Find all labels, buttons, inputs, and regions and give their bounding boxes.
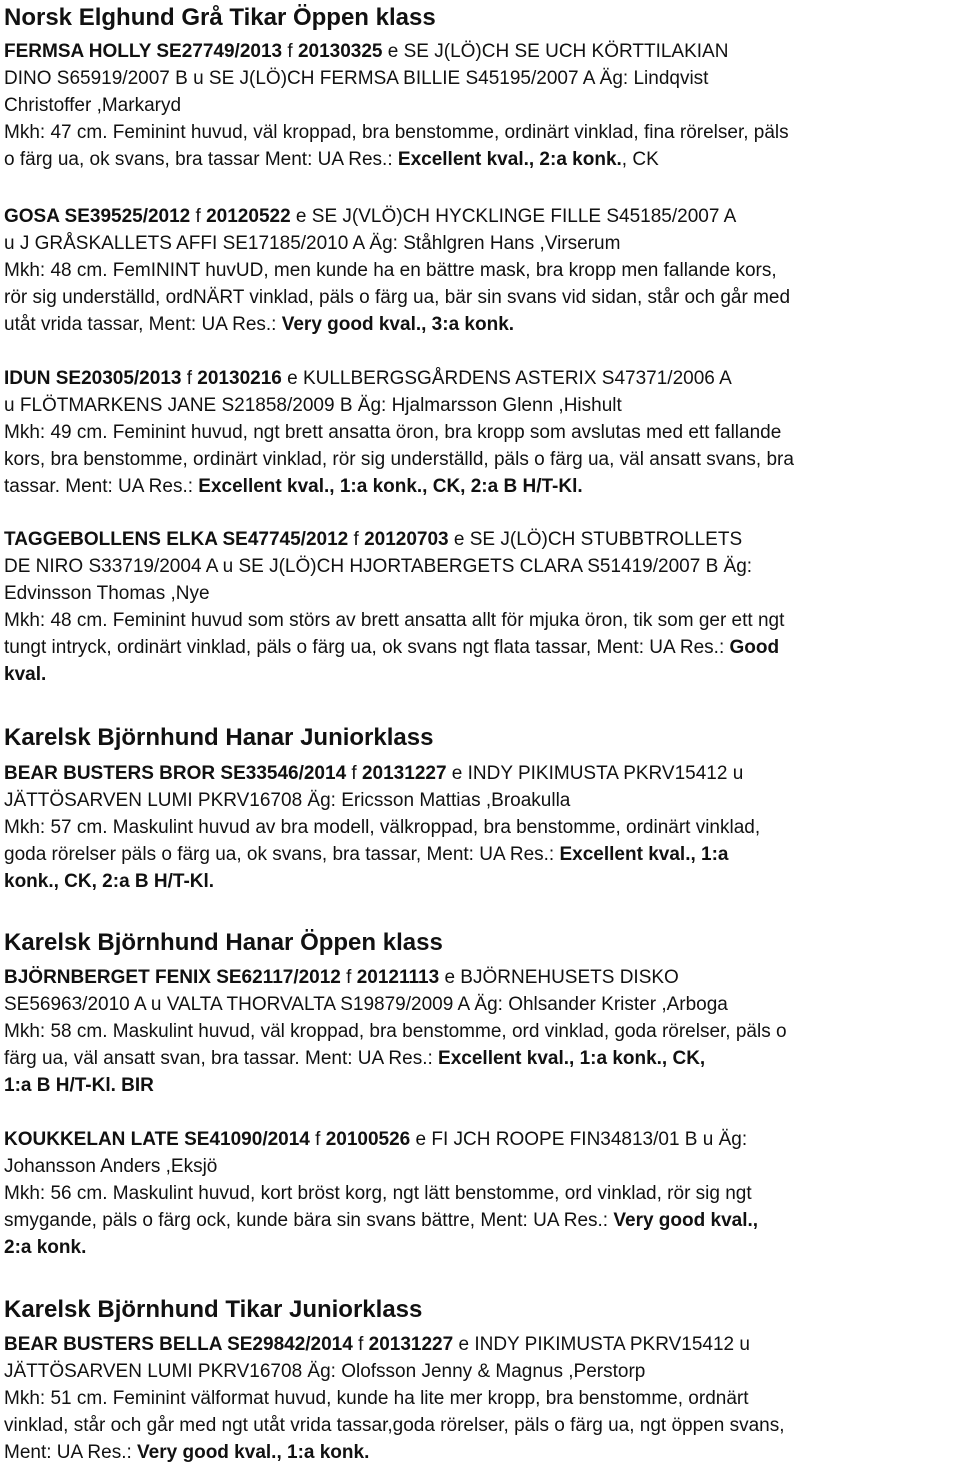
entry-line — [4, 1234, 758, 1261]
text: f — [340, 967, 357, 988]
bold-text: FERMSA HOLLY SE27749/2013 — [4, 41, 283, 62]
dog-entry — [4, 203, 790, 338]
entry-line — [4, 1018, 787, 1045]
section-heading: Norsk Elghund Grå Tikar Öppen klass — [4, 4, 436, 31]
text: Christoffer ,Markaryd — [4, 95, 182, 116]
text: e INDY PIKIMUSTA PKRV15412 u — [453, 1334, 750, 1355]
entry-line — [4, 1045, 787, 1072]
dog-entry — [4, 760, 760, 895]
text: goda rörelser päls o färg ua, ok svans, bra tassar, Ment: UA Res.: — [4, 844, 560, 865]
bold-text: BEAR BUSTERS BROR SE33546/2014 — [4, 763, 347, 784]
entry-line — [4, 65, 789, 92]
entry-line — [4, 1439, 785, 1466]
text: Mkh: 56 cm. Maskulint huvud, kort bröst korg, ngt lätt benstomme, ord vinklad, rör sig ngt — [4, 1183, 752, 1204]
bold-text: Good — [729, 637, 780, 658]
text: JÄTTÖSARVEN LUMI PKRV16708 Äg: Ericsson Mattias ,Broakulla — [4, 790, 571, 811]
entry-line — [4, 634, 784, 661]
bold-text: Very good kval., 1:a konk. — [137, 1442, 370, 1463]
text: , CK — [621, 149, 659, 170]
entry-line — [4, 526, 784, 553]
entry-line — [4, 661, 784, 688]
entry-line — [4, 284, 790, 311]
entry-line — [4, 1072, 787, 1099]
bold-text: 20120522 — [206, 206, 291, 227]
bold-text: 20121113 — [356, 967, 440, 988]
text: u J GRÅSKALLETS AFFI SE17185/2010 A Äg: Ståhlgren Hans ,Virserum — [4, 233, 621, 254]
text: smygande, päls o färg ock, kunde bära sin svans bättre, Ment: UA Res.: — [4, 1210, 614, 1231]
entry-line — [4, 92, 789, 119]
text: Mkh: 49 cm. Feminint huvud, ngt brett ansatta öron, bra kropp som avslutas med ett fallande — [4, 422, 782, 443]
entry-line — [4, 1331, 785, 1358]
entry-line — [4, 473, 794, 500]
text: f — [309, 1129, 326, 1150]
bold-text: 20130325 — [297, 41, 383, 62]
entry-line — [4, 868, 760, 895]
bold-text: Very good kval., — [613, 1210, 759, 1231]
entry-line — [4, 1412, 785, 1439]
bold-text: Excellent kval., 1:a konk., CK, — [438, 1048, 706, 1069]
entry-line — [4, 787, 760, 814]
text: e BJÖRNEHUSETS DISKO — [439, 967, 679, 988]
bold-text: 2:a konk. — [4, 1237, 87, 1258]
text: DINO S65919/2007 B u SE J(LÖ)CH FERMSA BILLIE S45195/2007 A Äg: Lindqvist — [4, 68, 709, 89]
dog-entry — [4, 1126, 758, 1261]
bold-text: KOUKKELAN LATE SE41090/2014 — [4, 1129, 310, 1150]
entry-line — [4, 146, 789, 173]
text: JÄTTÖSARVEN LUMI PKRV16708 Äg: Olofsson Jenny & Magnus ,Perstorp — [4, 1361, 646, 1382]
bold-text: 1:a B H/T-Kl. BIR — [4, 1075, 154, 1096]
entry-line — [4, 1358, 785, 1385]
text: tungt intryck, ordinärt vinklad, päls o färg ua, ok svans ngt flata tassar, Ment: UA Res.: — [4, 637, 730, 658]
bold-text: TAGGEBOLLENS ELKA SE47745/2012 — [4, 529, 349, 550]
entry-line — [4, 311, 790, 338]
entry-line — [4, 553, 784, 580]
dog-entry — [4, 38, 789, 173]
bold-text: Excellent kval., 1:a — [559, 844, 729, 865]
bold-text: konk., CK, 2:a B H/T-Kl. — [4, 871, 215, 892]
bold-text: GOSA SE39525/2012 — [4, 206, 191, 227]
entry-line — [4, 203, 790, 230]
text: Mkh: 47 cm. Feminint huvud, väl kroppad, bra benstomme, ordinärt vinklad, fina rörelser, päls — [4, 122, 789, 143]
entry-line — [4, 1385, 785, 1412]
text: f — [190, 206, 207, 227]
text: f — [181, 368, 198, 389]
entry-line — [4, 580, 784, 607]
text: e FI JCH ROOPE FIN34813/01 B u Äg: — [410, 1129, 748, 1150]
bold-text: IDUN SE20305/2013 — [4, 368, 182, 389]
text: Johansson Anders ,Eksjö — [4, 1156, 218, 1177]
entry-line — [4, 991, 787, 1018]
text: Mkh: 48 cm. FemININT huvUD, men kunde ha en bättre mask, bra kropp men fallande kors, — [4, 260, 777, 281]
bold-text: BEAR BUSTERS BELLA SE29842/2014 — [4, 1334, 353, 1355]
text: färg ua, väl ansatt svan, bra tassar. Ment: UA Res.: — [4, 1048, 439, 1069]
entry-line — [4, 607, 784, 634]
entry-line — [4, 446, 794, 473]
entry-line — [4, 760, 760, 787]
entry-line — [4, 419, 794, 446]
dog-entry — [4, 1331, 785, 1466]
entry-line — [4, 257, 790, 284]
text: e INDY PIKIMUSTA PKRV15412 u — [446, 763, 744, 784]
text: vinklad, står och går med ngt utåt vrida tassar,goda rörelser, päls o färg ua, ngt öppen svans, — [4, 1415, 785, 1436]
entry-line — [4, 1126, 758, 1153]
entry-line — [4, 964, 787, 991]
bold-text: BJÖRNBERGET FENIX SE62117/2012 — [4, 967, 341, 988]
text: utåt vrida tassar, Ment: UA Res.: — [4, 314, 282, 335]
bold-text: Excellent kval., 1:a konk., CK, 2:a B H/T-Kl. — [198, 476, 583, 497]
text: Mkh: 51 cm. Feminint välformat huvud, kunde ha lite mer kropp, bra benstomme, ordnärt — [4, 1388, 749, 1409]
entry-line — [4, 1207, 758, 1234]
text: e KULLBERGSGÅRDENS ASTERIX S47371/2006 A — [281, 368, 732, 389]
bold-text: 20131227 — [368, 1334, 454, 1355]
text: Edvinsson Thomas ,Nye — [4, 583, 210, 604]
text: f — [352, 1334, 369, 1355]
bold-text: 20100526 — [325, 1129, 411, 1150]
entry-line — [4, 841, 760, 868]
entry-line — [4, 1153, 758, 1180]
entry-line — [4, 119, 789, 146]
dog-entry — [4, 365, 794, 500]
entry-line — [4, 365, 794, 392]
text: f — [282, 41, 298, 62]
text: o färg ua, ok svans, bra tassar Ment: UA Res.: — [4, 149, 398, 170]
section-heading: Karelsk Björnhund Hanar Juniorklass — [4, 724, 434, 751]
entry-line — [4, 230, 790, 257]
text: tassar. Ment: UA Res.: — [4, 476, 199, 497]
bold-text: 20131227 — [361, 763, 447, 784]
section-heading: Karelsk Björnhund Hanar Öppen klass — [4, 929, 443, 956]
bold-text: kval. — [4, 664, 47, 685]
text: e SE J(LÖ)CH STUBBTROLLETS — [448, 529, 743, 550]
dog-entry — [4, 526, 784, 688]
entry-line — [4, 1180, 758, 1207]
text: e SE J(LÖ)CH SE UCH KÖRTTILAKIAN — [382, 41, 729, 62]
bold-text: 20120703 — [364, 529, 449, 550]
text: rör sig underställd, ordNÄRT vinklad, päls o färg ua, bär sin svans vid sidan, står och går med — [4, 287, 791, 308]
entry-line — [4, 814, 760, 841]
section-heading: Karelsk Björnhund Tikar Juniorklass — [4, 1296, 423, 1323]
text: kors, bra benstomme, ordinärt vinklad, rör sig underställd, päls o färg ua, väl ansatt svans, bra — [4, 449, 794, 470]
text: u FLÖTMARKENS JANE S21858/2009 B Äg: Hjalmarsson Glenn ,Hishult — [4, 395, 622, 416]
bold-text: Very good kval., 3:a konk. — [281, 314, 515, 335]
text: f — [348, 529, 365, 550]
text: Ment: UA Res.: — [4, 1442, 138, 1463]
text: SE56963/2010 A u VALTA THORVALTA S19879/2009 A Äg: Ohlsander Krister ,Arboga — [4, 994, 728, 1015]
text: Mkh: 58 cm. Maskulint huvud, väl kroppad, bra benstomme, ord vinklad, goda rörelser, päls o — [4, 1021, 787, 1042]
bold-text: Excellent kval., 2:a konk. — [397, 149, 622, 170]
text: Mkh: 48 cm. Feminint huvud som störs av brett ansatta allt för mjuka öron, tik som ger ett ngt — [4, 610, 785, 631]
text: f — [346, 763, 362, 784]
text: DE NIRO S33719/2004 A u SE J(LÖ)CH HJORTABERGETS CLARA S51419/2007 B Äg: — [4, 556, 753, 577]
text: Mkh: 57 cm. Maskulint huvud av bra modell, välkroppad, bra benstomme, ordinärt vinklad, — [4, 817, 761, 838]
dog-entry — [4, 964, 787, 1099]
entry-line — [4, 392, 794, 419]
text: e SE J(VLÖ)CH HYCKLINGE FILLE S45185/2007 A — [290, 206, 737, 227]
entry-line — [4, 38, 789, 65]
bold-text: 20130216 — [197, 368, 282, 389]
